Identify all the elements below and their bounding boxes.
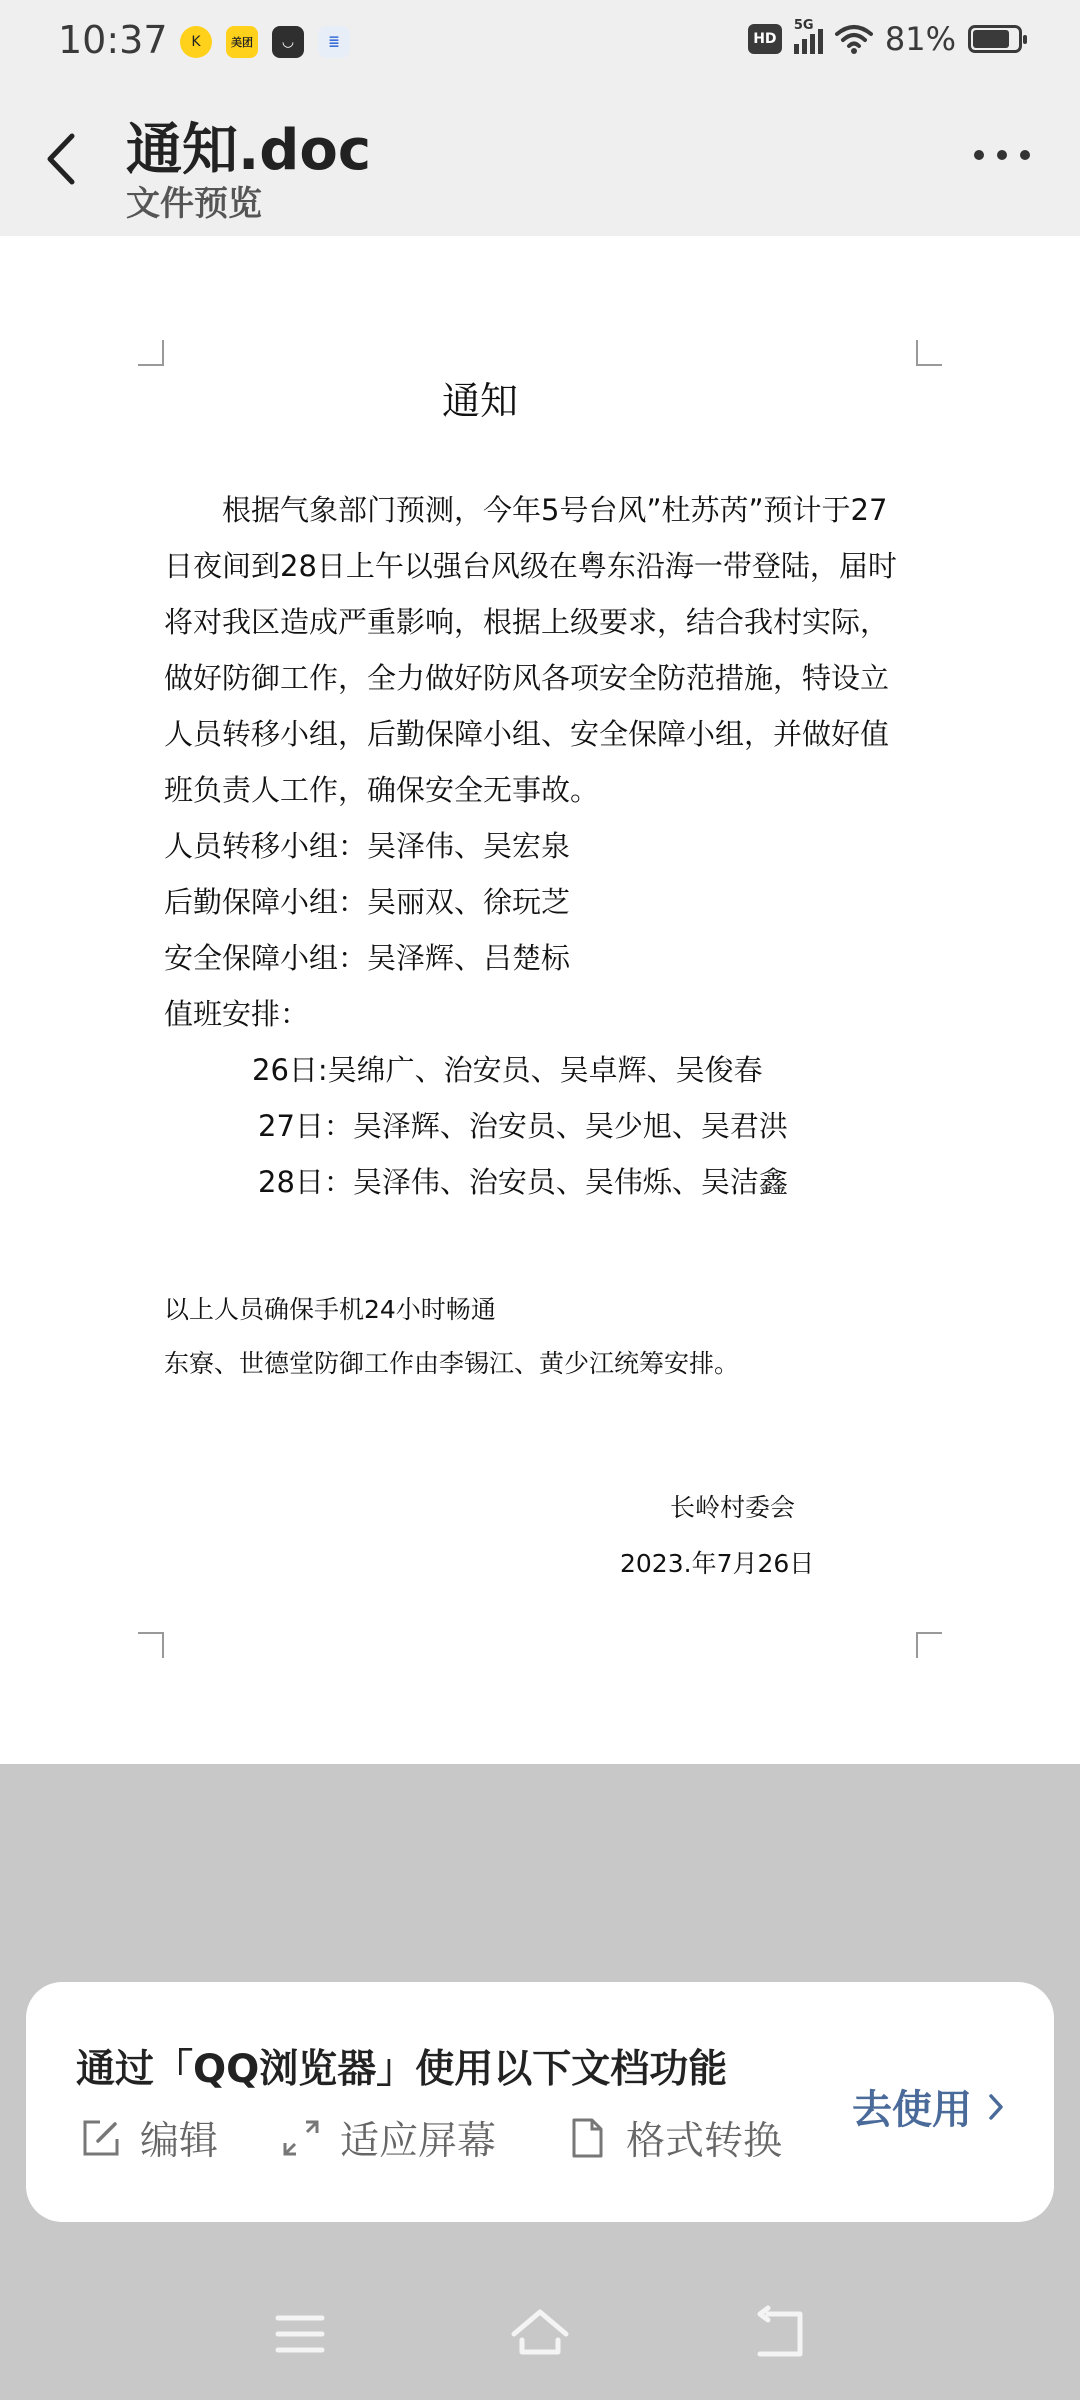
more-dot-icon — [997, 150, 1007, 160]
file-title: 通知.doc — [126, 118, 372, 183]
paragraph-line: 人员转移小组，后勤保障小组、安全保障小组，并做好值 — [164, 717, 890, 751]
fit-screen-icon — [280, 2117, 322, 2159]
file-icon — [566, 2117, 608, 2159]
shopping-notification-icon: ◡ — [272, 26, 304, 58]
navigation-bar — [0, 2266, 1080, 2400]
group-line: 安全保障小组：吴泽辉、吕楚标 — [164, 941, 571, 975]
system-icons — [748, 20, 1022, 58]
promo-title: 通过「QQ浏览器」使用以下文档功能 — [76, 2047, 728, 2092]
home-icon[interactable] — [510, 2304, 570, 2364]
paragraph-line: 根据气象部门预测，今年5号台风”杜苏芮”预计于27 — [222, 493, 888, 527]
fit-screen-feature-label: 适应屏幕 — [340, 2119, 497, 2164]
edit-feature[interactable] — [80, 2110, 218, 2166]
app-notification-icon: ≣ — [318, 26, 350, 58]
document-title: 通知 — [441, 379, 518, 423]
signature: 长岭村委会 — [670, 1493, 796, 1522]
status-time: 10:37 — [58, 18, 168, 62]
page-corner-mark — [916, 1632, 942, 1658]
back-nav-icon[interactable] — [750, 2304, 810, 2364]
duty-line: 26日:吴绵广、治安员、吴卓辉、吴俊春 — [252, 1053, 763, 1087]
signal-icon — [793, 18, 823, 54]
notification-icons — [180, 26, 350, 58]
document-date: 2023.年7月26日 — [620, 1549, 815, 1578]
qq-browser-promo-card[interactable] — [26, 1982, 1054, 2222]
edit-icon — [80, 2117, 122, 2159]
page-corner-mark — [138, 1632, 164, 1658]
edit-feature-label: 编辑 — [140, 2119, 219, 2164]
paragraph-line: 班负责人工作，确保安全无事故。 — [164, 773, 600, 807]
paragraph-line: 做好防御工作，全力做好防风各项安全防范措施，特设立 — [164, 661, 890, 695]
duty-heading: 值班安排： — [164, 997, 310, 1031]
go-use-label: 去使用 — [852, 2087, 972, 2133]
duty-line: 28日：吴泽伟、治安员、吴伟烁、吴洁鑫 — [258, 1165, 788, 1199]
app-header — [0, 84, 1080, 236]
format-convert-feature-label: 格式转换 — [626, 2119, 783, 2164]
battery-fill — [973, 30, 1009, 48]
battery-percentage: 81% — [884, 20, 956, 58]
note-line: 东寮、世德堂防御工作由李锡江、黄少江统筹安排。 — [164, 1349, 740, 1378]
kuaishou-notification-icon: K — [180, 26, 212, 58]
format-convert-feature[interactable] — [566, 2110, 782, 2166]
network-type: 5G — [793, 18, 814, 33]
page-corner-mark — [916, 340, 942, 366]
hd-icon: HD — [748, 24, 782, 54]
group-line: 人员转移小组：吴泽伟、吴宏泉 — [164, 829, 571, 863]
fit-screen-feature[interactable] — [280, 2110, 496, 2166]
chevron-right-icon — [988, 2092, 1004, 2122]
paragraph-line: 日夜间到28日上午以强台风级在粤东沿海一带登陆，届时 — [164, 549, 897, 583]
more-dot-icon — [1020, 150, 1030, 160]
group-line: 后勤保障小组：吴丽双、徐玩芝 — [164, 885, 571, 919]
duty-line: 27日：吴泽辉、治安员、吴少旭、吴君洪 — [258, 1109, 788, 1143]
menu-icon[interactable] — [270, 2304, 330, 2364]
note-line: 以上人员确保手机24小时畅通 — [164, 1295, 496, 1324]
document-preview[interactable] — [0, 236, 1080, 1764]
paragraph-line: 将对我区造成严重影响，根据上级要求，结合我村实际， — [164, 605, 890, 639]
file-subtitle: 文件预览 — [126, 184, 262, 224]
page-corner-mark — [138, 340, 164, 366]
status-bar — [0, 0, 1080, 84]
wifi-icon — [835, 24, 873, 54]
meituan-notification-icon: 美团 — [226, 26, 258, 58]
back-button[interactable] — [38, 124, 88, 194]
battery-icon — [968, 25, 1022, 53]
go-use-button[interactable] — [852, 2078, 1004, 2135]
more-options-button[interactable] — [964, 140, 1040, 170]
more-dot-icon — [974, 150, 984, 160]
